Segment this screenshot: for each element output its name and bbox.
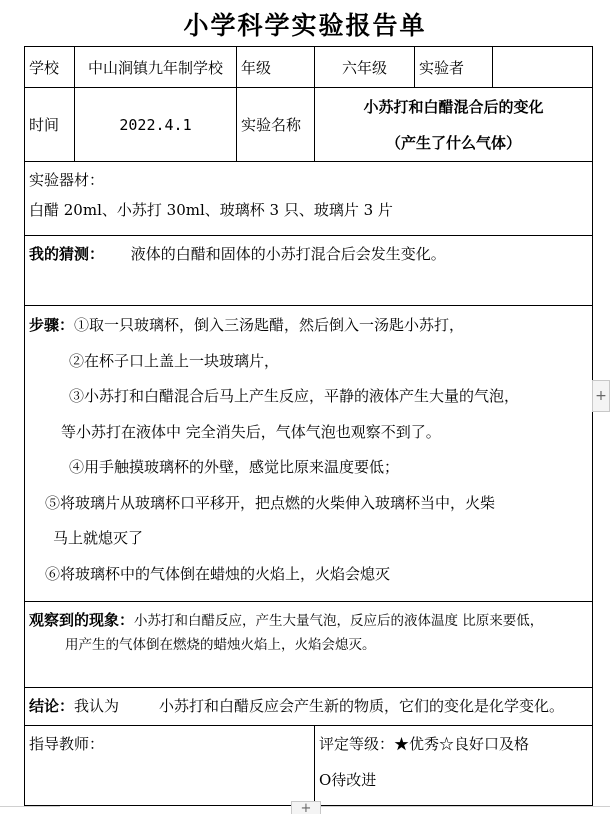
grade-eval-label: 评定等级： bbox=[319, 735, 395, 753]
time-label: 时间 bbox=[25, 88, 75, 162]
observation-label: 观察到的现象： bbox=[29, 611, 135, 629]
grade-section[interactable] bbox=[315, 726, 593, 806]
time-value[interactable]: 2022.4.1 bbox=[75, 88, 237, 162]
scroll-divider bbox=[0, 806, 60, 807]
conclusion-section[interactable] bbox=[25, 688, 593, 726]
teacher-label: 指导教师： bbox=[29, 735, 105, 753]
step-line: ⑤将玻璃片从玻璃杯口平移开，把点燃的火柴伸入玻璃杯当中，火柴 bbox=[45, 493, 496, 512]
steps-section[interactable] bbox=[25, 306, 593, 602]
grade-option-improve[interactable]: O待改进 bbox=[319, 771, 377, 789]
observation-line2: 用产生的气体倒在燃烧的蜡烛火焰上，火焰会熄灭。 bbox=[65, 637, 376, 653]
report-title: 小学科学实验报告单 bbox=[183, 11, 427, 40]
experimenter-label: 实验者 bbox=[415, 47, 493, 88]
add-column-button[interactable]: + bbox=[592, 380, 610, 412]
conclusion-label: 结论： bbox=[29, 697, 75, 715]
step-line: ①取一只玻璃杯，倒入三汤匙醋，然后倒入一汤匙小苏打， bbox=[74, 316, 465, 334]
step-line: ③小苏打和白醋混合后马上产生反应，平静的液体产生大量的气泡， bbox=[69, 387, 520, 405]
steps-label: 步骤： bbox=[29, 316, 75, 334]
grade-value[interactable]: 六年级 bbox=[315, 47, 415, 88]
grade-label: 年级 bbox=[237, 47, 315, 88]
exp-name-line1: 小苏打和白醋混合后的变化 bbox=[363, 97, 544, 116]
experimenter-value[interactable] bbox=[493, 47, 593, 88]
observation-line1: 小苏打和白醋反应，产生大量气泡，反应后的液体温度 比原来要低， bbox=[134, 613, 544, 629]
exp-name-line2: （产生了什么气体） bbox=[386, 133, 522, 152]
school-value[interactable]: 中山涧镇九年制学校 bbox=[75, 47, 237, 88]
step-line: ④用手触摸玻璃杯的外壁，感觉比原来温度要低； bbox=[69, 458, 400, 476]
step-line: ②在杯子口上盖上一块玻璃片， bbox=[69, 351, 280, 370]
conclusion-prefix: 我认为 bbox=[74, 697, 120, 715]
step-line: 等小苏打在液体中 完全消失后，气体气泡也观察不到了。 bbox=[61, 422, 441, 441]
guess-section[interactable] bbox=[25, 236, 593, 306]
grade-options[interactable]: ★优秀☆良好口及格 bbox=[394, 735, 530, 753]
equipment-label: 实验器材： bbox=[29, 171, 105, 189]
exp-name-label: 实验名称 bbox=[237, 88, 315, 162]
conclusion-value: 小苏打和白醋反应会产生新的物质，它们的变化是化学变化。 bbox=[159, 697, 565, 715]
report-table bbox=[24, 46, 593, 806]
guess-label: 我的猜测： bbox=[29, 245, 105, 263]
equipment-value: 白醋 20ml、小苏打 30ml、玻璃杯 3 只、玻璃片 3 片 bbox=[29, 201, 393, 219]
teacher-section[interactable] bbox=[25, 726, 315, 806]
step-line: ⑥将玻璃杯中的气体倒在蜡烛的火焰上，火焰会熄灭 bbox=[45, 564, 391, 583]
guess-value: 液体的白醋和固体的小苏打混合后会发生变化。 bbox=[130, 245, 446, 263]
observation-section[interactable] bbox=[25, 602, 593, 688]
exp-name-value[interactable] bbox=[315, 88, 593, 162]
equipment-section[interactable] bbox=[25, 162, 593, 236]
scroll-divider bbox=[320, 806, 610, 807]
school-label: 学校 bbox=[25, 47, 75, 88]
add-row-button[interactable]: + bbox=[291, 801, 321, 814]
step-line: 马上就熄灭了 bbox=[53, 529, 144, 547]
